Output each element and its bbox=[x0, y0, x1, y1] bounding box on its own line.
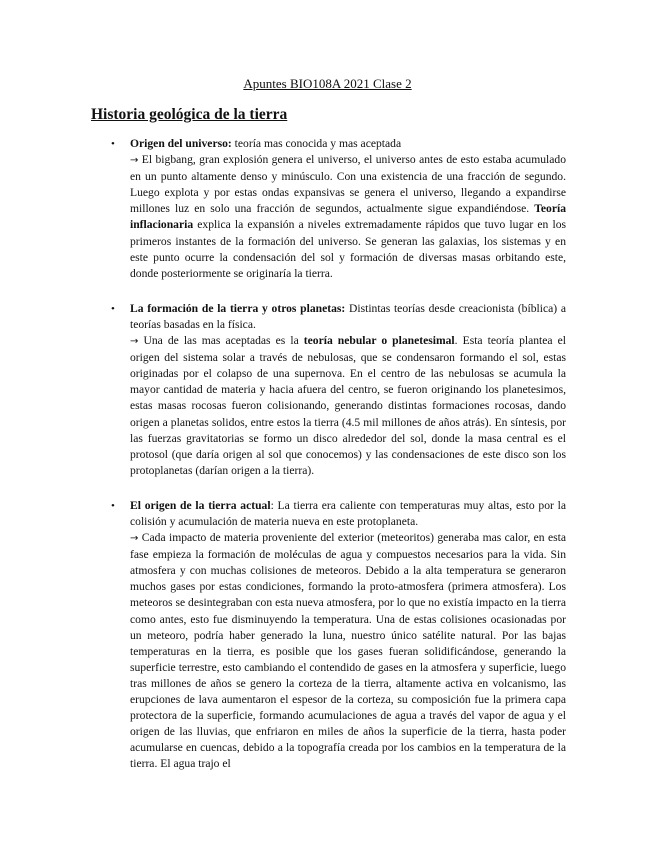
bullet-icon: • bbox=[111, 138, 115, 150]
bullet-body-text-a: El bigbang, gran explosión genera el universo, el universo antes de esto estaba acumulado en un punto altamente denso y minúsculo. Con una existencia de una fracción de segundo. Luego explota y por estas ondas expansivas se genera el universo, llegando a expandirse millones luz en solo una fracción de segundos, actualmente sigue expandiéndose. bbox=[130, 153, 566, 216]
bullet-body-bold: teoría nebular o planetesimal bbox=[303, 334, 455, 348]
bullet-lead bbox=[130, 498, 566, 530]
bullet-lead-text: teoría mas conocida y mas aceptada bbox=[231, 137, 402, 150]
document-header: Apuntes BIO108A 2021 Clase 2 bbox=[243, 76, 412, 91]
bullet-body-text-b: explica la expansión a niveles extremadamente rápidos que tuvo lugar en los primeros instantes de la formación del universo. Se generan las galaxias, los sistemas y en este punto ocurre la condensación del sol y formación de diversas masas orbitando este, donde posteriormente se originaría la tierra. bbox=[130, 218, 566, 280]
bullet-list bbox=[0, 136, 655, 791]
arrow-right-icon: → bbox=[130, 336, 139, 348]
bullet-body-text-a: Cada impacto de materia proveniente del exterior (meteoritos) generaba mas calor, en esta fase empieza la formación de moléculas de agua y compuestos necesarios para la vida. Sin atmosfera y con muchas colisiones de meteoros. Debido a la alta temperatura se generaron muchos gases por estas condiciones, formando la proto-atmosfera (primera atmosfera). Los meteoros se desintegraban con esta nueva atmosfera, por lo que no existía impacto en la tierra como antes, esto fue disminuyendo la temperatura. Una de estas colisiones ocasionadas por un meteoro, podría haber generado la luna, nuestro único satélite natural. Por las bajas temperaturas en la tierra, es posible que los gases fueran solidificándose, generando la superficie terrestre, esto cambiando el contendido de gases en la atmosfera y superficie, luego tras millones de años se genero la corteza de la tierra, altamente activa en volcanismo, las erupciones de lava aumentaron el espesor de la corteza, su composición fue la primera capa protectora de la superficie, formando acumulaciones de agua a través del vapor de agua y el origen de las lluvias, que enfriaron en miles de años la superficie de la tierra, hasta poder acumularse en cuencas, debido a la topografía creada por los cambios en la temperatura de la tierra. El agua trajo el bbox=[130, 531, 566, 771]
bullet-icon: • bbox=[111, 499, 115, 512]
bullet-icon: • bbox=[111, 302, 115, 315]
bullet-lead-text: Distintas teorías desde creacionista (bíblica) a teorías basadas en la física. bbox=[130, 301, 566, 331]
bullet-item-origen-tierra-actual bbox=[0, 498, 566, 773]
bullet-body-text-a: Una de las mas aceptadas es la bbox=[138, 334, 304, 348]
bullet-body bbox=[130, 152, 566, 282]
bullet-lead bbox=[130, 136, 566, 152]
bullet-body bbox=[130, 333, 566, 479]
bullet-lead-text: : La tierra era caliente con temperaturas muy altas, esto por la colisión y acumulación de materia nueva en este protoplaneta. bbox=[130, 498, 566, 528]
bullet-item-origen-universo bbox=[0, 136, 566, 282]
bullet-body-text-b: . Esta teoría plantea el origen del sistema solar a través de nebulosas, que se condensaron formando el sol, estas originadas por el colapso de una supernova. En el centro de las nebulosas se acumula la mayor cantidad de materia y hacia afuera del centro, se fueron originando los planetesimos, estas masas rocosas fueron colisionando, generando distintas formaciones rocosas, dando origen a planetas solidos, entre estos la tierra (4.5 mil millones de años atrás). En síntesis, por las fuerzas gravitatorias se formo un disco alrededor del sol, donde la masa central es el protosol (que daría origen al sol que conocemos) y las condensaciones de este disco son los protoplanetas (darían origen a la tierra). bbox=[130, 334, 566, 477]
bullet-body bbox=[130, 530, 566, 772]
arrow-right-icon: → bbox=[130, 155, 139, 167]
bullet-lead-bold: La formación de la tierra y otros planetas: bbox=[130, 301, 346, 315]
bullet-lead-bold: Origen del universo: bbox=[130, 137, 232, 150]
arrow-right-icon: → bbox=[130, 533, 139, 545]
bullet-lead bbox=[130, 301, 566, 333]
bullet-item-formacion-tierra bbox=[0, 301, 566, 479]
bullet-lead-bold: El origen de la tierra actual bbox=[130, 498, 271, 512]
section-title: Historia geológica de la tierra bbox=[91, 106, 288, 123]
bullet-body-bold: Teoría inflacionaria bbox=[130, 202, 566, 232]
